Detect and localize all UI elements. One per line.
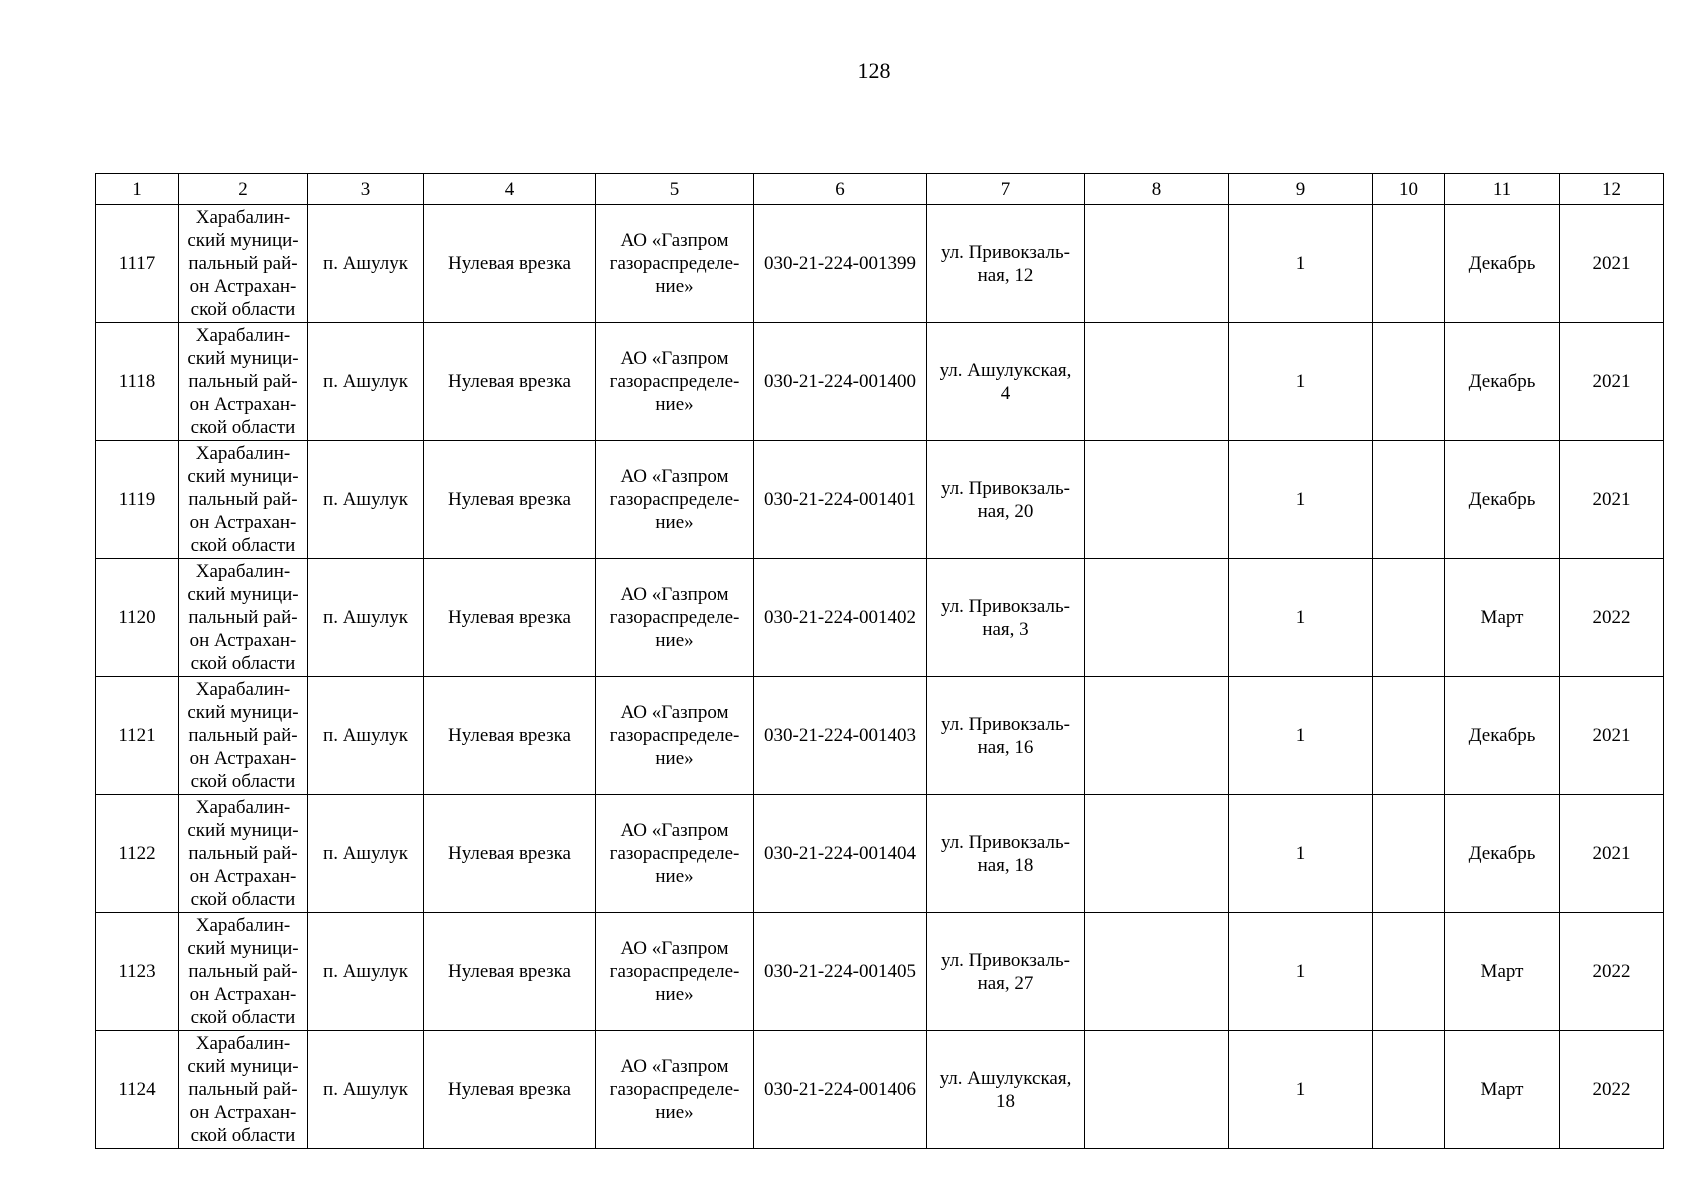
column-10-cell [1373, 559, 1445, 677]
code-cell: 030-21-224-001399 [754, 205, 927, 323]
quantity-cell: 1 [1229, 795, 1373, 913]
column-8-cell [1085, 323, 1229, 441]
year-cell: 2021 [1560, 441, 1664, 559]
quantity-cell: 1 [1229, 677, 1373, 795]
row-number: 1117 [96, 205, 179, 323]
month-cell: Март [1445, 559, 1560, 677]
year-cell: 2021 [1560, 205, 1664, 323]
district-cell: Харабалин- ский муници- пальный рай- он Астрахан- ской области [179, 205, 308, 323]
code-cell: 030-21-224-001402 [754, 559, 927, 677]
column-header-10: 10 [1373, 174, 1445, 205]
settlement-cell: п. Ашулук [308, 677, 424, 795]
address-cell: ул. Привокзаль- ная, 12 [927, 205, 1085, 323]
column-8-cell [1085, 441, 1229, 559]
code-cell: 030-21-224-001404 [754, 795, 927, 913]
row-number: 1118 [96, 323, 179, 441]
column-header-1: 1 [96, 174, 179, 205]
year-cell: 2021 [1560, 323, 1664, 441]
district-cell: Харабалин- ский муници- пальный рай- он Астрахан- ской области [179, 559, 308, 677]
column-8-cell [1085, 677, 1229, 795]
header-row [96, 174, 1664, 205]
work-type-cell: Нулевая врезка [424, 323, 596, 441]
code-cell: 030-21-224-001400 [754, 323, 927, 441]
work-type-cell: Нулевая врезка [424, 559, 596, 677]
address-cell: ул. Ашулукская, 4 [927, 323, 1085, 441]
district-cell: Харабалин- ский муници- пальный рай- он Астрахан- ской области [179, 441, 308, 559]
work-type-cell: Нулевая врезка [424, 1031, 596, 1149]
settlement-cell: п. Ашулук [308, 441, 424, 559]
column-8-cell [1085, 795, 1229, 913]
table-body [96, 205, 1664, 1149]
month-cell: Март [1445, 913, 1560, 1031]
quantity-cell: 1 [1229, 1031, 1373, 1149]
row-number: 1119 [96, 441, 179, 559]
organization-cell: АО «Газпром газораспределе- ние» [596, 441, 754, 559]
column-10-cell [1373, 677, 1445, 795]
table-row [96, 677, 1664, 795]
year-cell: 2022 [1560, 559, 1664, 677]
table-row [96, 559, 1664, 677]
table-row [96, 913, 1664, 1031]
organization-cell: АО «Газпром газораспределе- ние» [596, 677, 754, 795]
month-cell: Декабрь [1445, 795, 1560, 913]
address-cell: ул. Ашулукская, 18 [927, 1031, 1085, 1149]
column-header-4: 4 [424, 174, 596, 205]
district-cell: Харабалин- ский муници- пальный рай- он Астрахан- ской области [179, 795, 308, 913]
organization-cell: АО «Газпром газораспределе- ние» [596, 1031, 754, 1149]
work-type-cell: Нулевая врезка [424, 795, 596, 913]
column-header-9: 9 [1229, 174, 1373, 205]
column-header-11: 11 [1445, 174, 1560, 205]
address-cell: ул. Привокзаль- ная, 3 [927, 559, 1085, 677]
column-8-cell [1085, 559, 1229, 677]
code-cell: 030-21-224-001401 [754, 441, 927, 559]
code-cell: 030-21-224-001406 [754, 1031, 927, 1149]
year-cell: 2022 [1560, 1031, 1664, 1149]
work-type-cell: Нулевая врезка [424, 441, 596, 559]
column-header-3: 3 [308, 174, 424, 205]
district-cell: Харабалин- ский муници- пальный рай- он Астрахан- ской области [179, 913, 308, 1031]
organization-cell: АО «Газпром газораспределе- ние» [596, 795, 754, 913]
organization-cell: АО «Газпром газораспределе- ние» [596, 205, 754, 323]
column-8-cell [1085, 913, 1229, 1031]
settlement-cell: п. Ашулук [308, 559, 424, 677]
table-row [96, 205, 1664, 323]
work-type-cell: Нулевая врезка [424, 205, 596, 323]
organization-cell: АО «Газпром газораспределе- ние» [596, 323, 754, 441]
district-cell: Харабалин- ский муници- пальный рай- он Астрахан- ской области [179, 1031, 308, 1149]
column-header-8: 8 [1085, 174, 1229, 205]
table-row [96, 441, 1664, 559]
month-cell: Март [1445, 1031, 1560, 1149]
month-cell: Декабрь [1445, 677, 1560, 795]
column-10-cell [1373, 795, 1445, 913]
month-cell: Декабрь [1445, 205, 1560, 323]
organization-cell: АО «Газпром газораспределе- ние» [596, 913, 754, 1031]
column-10-cell [1373, 913, 1445, 1031]
work-type-cell: Нулевая врезка [424, 677, 596, 795]
settlement-cell: п. Ашулук [308, 795, 424, 913]
column-header-2: 2 [179, 174, 308, 205]
data-table [95, 173, 1664, 1149]
row-number: 1124 [96, 1031, 179, 1149]
page-number: 128 [857, 58, 891, 83]
column-10-cell [1373, 1031, 1445, 1149]
work-type-cell: Нулевая врезка [424, 913, 596, 1031]
year-cell: 2021 [1560, 795, 1664, 913]
table-row [96, 1031, 1664, 1149]
settlement-cell: п. Ашулук [308, 323, 424, 441]
row-number: 1121 [96, 677, 179, 795]
code-cell: 030-21-224-001405 [754, 913, 927, 1031]
district-cell: Харабалин- ский муници- пальный рай- он Астрахан- ской области [179, 677, 308, 795]
quantity-cell: 1 [1229, 323, 1373, 441]
settlement-cell: п. Ашулук [308, 913, 424, 1031]
column-10-cell [1373, 323, 1445, 441]
row-number: 1122 [96, 795, 179, 913]
code-cell: 030-21-224-001403 [754, 677, 927, 795]
district-cell: Харабалин- ский муници- пальный рай- он Астрахан- ской области [179, 323, 308, 441]
organization-cell: АО «Газпром газораспределе- ние» [596, 559, 754, 677]
quantity-cell: 1 [1229, 205, 1373, 323]
address-cell: ул. Привокзаль- ная, 27 [927, 913, 1085, 1031]
quantity-cell: 1 [1229, 913, 1373, 1031]
quantity-cell: 1 [1229, 559, 1373, 677]
address-cell: ул. Привокзаль- ная, 18 [927, 795, 1085, 913]
column-header-5: 5 [596, 174, 754, 205]
column-header-7: 7 [927, 174, 1085, 205]
year-cell: 2022 [1560, 913, 1664, 1031]
month-cell: Декабрь [1445, 441, 1560, 559]
year-cell: 2021 [1560, 677, 1664, 795]
column-10-cell [1373, 205, 1445, 323]
address-cell: ул. Привокзаль- ная, 20 [927, 441, 1085, 559]
settlement-cell: п. Ашулук [308, 205, 424, 323]
row-number: 1123 [96, 913, 179, 1031]
row-number: 1120 [96, 559, 179, 677]
table-row [96, 323, 1664, 441]
address-cell: ул. Привокзаль- ная, 16 [927, 677, 1085, 795]
column-8-cell [1085, 1031, 1229, 1149]
column-8-cell [1085, 205, 1229, 323]
column-header-6: 6 [754, 174, 927, 205]
column-10-cell [1373, 441, 1445, 559]
column-header-12: 12 [1560, 174, 1664, 205]
quantity-cell: 1 [1229, 441, 1373, 559]
month-cell: Декабрь [1445, 323, 1560, 441]
table-row [96, 795, 1664, 913]
settlement-cell: п. Ашулук [308, 1031, 424, 1149]
